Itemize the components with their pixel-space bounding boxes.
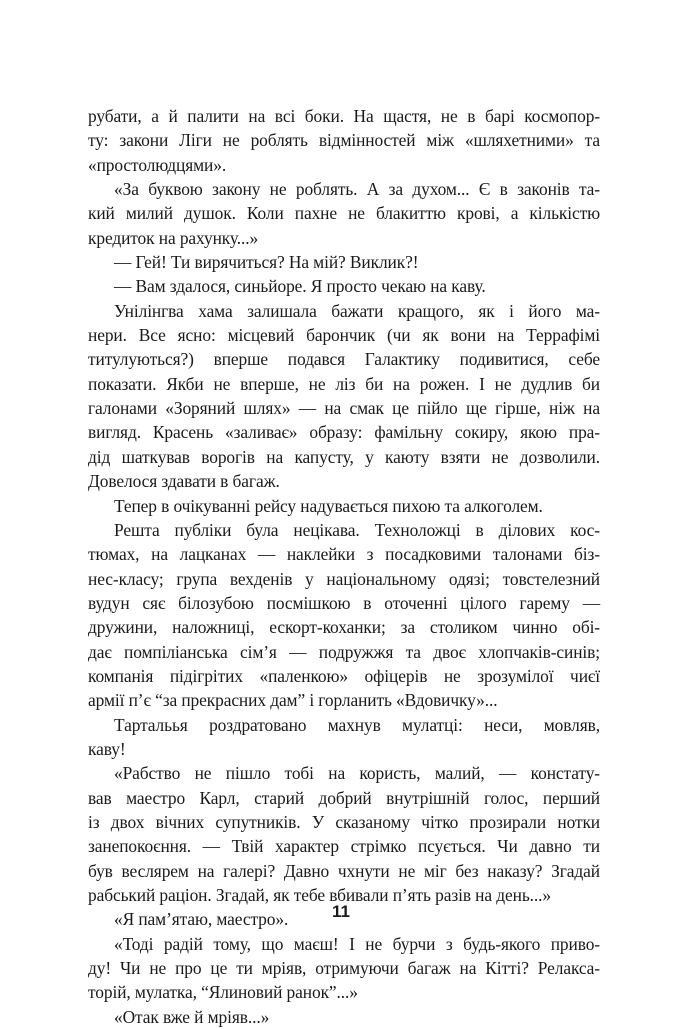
text-line: компанія підігрітих «паленкою» офіцерів не зрозумілої чиєї — [88, 665, 600, 686]
text-line: вав маестро Карл, старий добрий внутрішній голос, перший — [88, 787, 600, 808]
text-line: Унілінгва хама залишала бажати кращого, як і його ма- — [114, 300, 600, 321]
text-line: «Я пам’ятаю, маестро». — [114, 909, 289, 930]
page-number: 11 — [332, 902, 350, 921]
text-line: Тартальья роздратовано махнув мулатці: неси, мовляв, — [114, 714, 600, 735]
text-line: кий милий душок. Коли пахне не блакиттю крові, а кількістю — [88, 203, 600, 224]
text-line: «простолюдцями». — [88, 154, 227, 175]
text-line: дружини, наложниці, ескорт-коханки; за столиком чинно обі- — [88, 617, 600, 638]
text-line: Решта публіки була нецікава. Техноложці в ділових кос- — [114, 519, 600, 540]
text-line: галонами «Зоряний шлях» — на смак це пійло ще гірше, ніж на — [88, 398, 600, 419]
body-text — [88, 104, 600, 1029]
text-line: армії п’є “за прекрасних дам” і горланить «Вдовичку»... — [88, 690, 498, 711]
text-line: Тепер в очікуванні рейсу надувається пихою та алкоголем. — [114, 495, 543, 516]
text-line: ду! Чи не про це ти мріяв, отримуючи багаж на Кітті? Релакса- — [88, 958, 600, 979]
text-line: нери. Все ясно: місцевий барончик (чи як вони на Террафімі — [88, 325, 600, 346]
text-line: каву! — [88, 738, 126, 759]
text-line: дід шаткував ворогів на капусту, у каюту взяти не дозволили. — [88, 446, 600, 467]
text-line: вигляд. Красень «заливає» образу: фамільну сокиру, якою пра- — [88, 422, 600, 443]
text-line: був веслярем на галері? Давно чхнути не міг без наказу? Згадай — [88, 860, 600, 881]
text-line: «Рабство не пішло тобі на користь, малий, — констату- — [114, 763, 600, 784]
text-line: показати. Якби не вперше, не ліз би на рожен. І не дудлив би — [88, 373, 600, 394]
text-line: кредиток на рахунку...» — [88, 227, 259, 248]
text-line: із двох вічних супутників. У сказаному чітко прозирали нотки — [88, 811, 600, 832]
text-line: дає помпіліанська сім’я — подружжя та двоє хлопчаків-синів; — [88, 641, 600, 662]
text-line: — Гей! Ти вирячиться? На мій? Виклик?! — [114, 252, 419, 273]
text-line: «Тоді радій тому, що маєш! І не бурчи з будь-якого приво- — [114, 933, 600, 954]
text-line: — Вам здалося, синьйоре. Я просто чекаю на каву. — [114, 276, 486, 297]
text-line: ту: закони Ліги не роблять відмінностей між «шляхетними» та — [88, 130, 600, 151]
text-line: рубати, а й палити на всі боки. На щастя, не в барі космопор- — [88, 106, 600, 126]
text-line: Довелося здавати в багаж. — [88, 471, 280, 492]
text-line: вудун сяє білозубою посмішкою в оточенні цілого гарему — — [88, 592, 600, 613]
text-line: «За буквою закону не роблять. А за духом... Є в законів та- — [114, 179, 600, 200]
text-line: «Отак вже й мріяв...» — [114, 1006, 270, 1027]
text-line: нес-класу; група вехденів у національному одязі; товстелезний — [88, 568, 600, 589]
text-line: тюмах, на лацканах — наклейки з посадковими талонами біз- — [88, 544, 600, 565]
text-line: торій, мулатка, “Ялиновий ранок”...» — [88, 982, 358, 1003]
text-line: титулуються?) вперше подався Галактику подивитися, себе — [88, 349, 600, 370]
text-line: рабський раціон. Згадай, як тебе вбивали п’ять разів на день...» — [88, 885, 551, 905]
text-line: занепокоєння. — Твій характер стрімко псується. Чи давно ти — [88, 836, 600, 857]
